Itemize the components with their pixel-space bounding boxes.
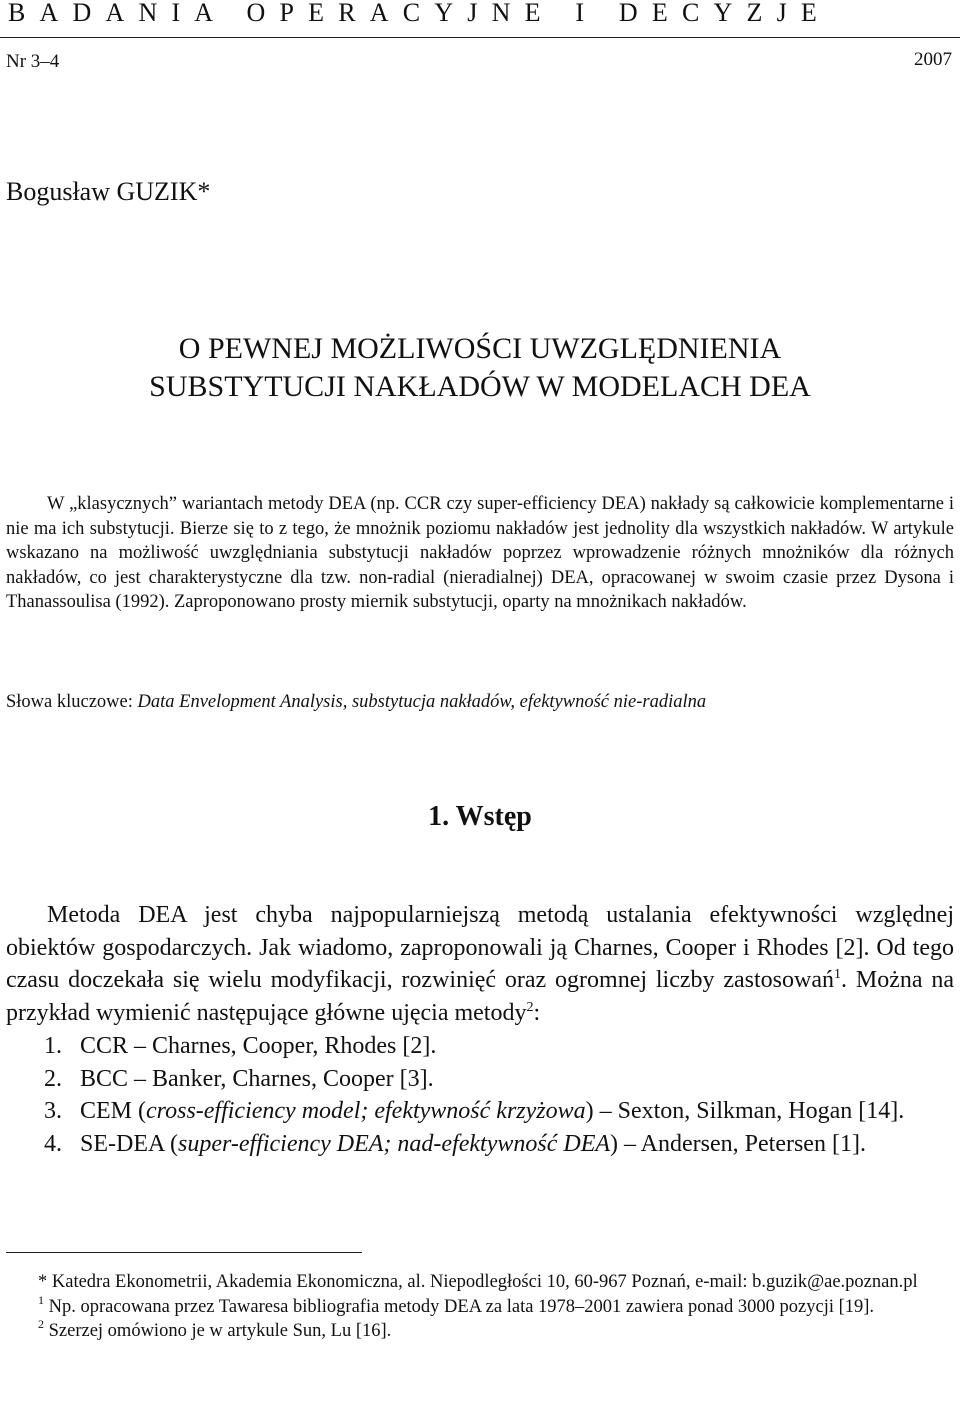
keywords [6,690,954,714]
footnotes [6,1270,954,1344]
header-rule [0,37,960,38]
list-text-pre: SE-DEA ( [80,1130,178,1157]
list-text-post: ) – Sexton, Silkman, Hogan [14]. [585,1098,905,1124]
abstract: W „klasycznych” wariantach metody DEA (np. CCR czy super-efficiency DEA) nakłady są całkowicie komplementarne i nie ma ich substytucji. Bierze się to z tego, że mnożnik poziomu nakładów jest jednolity dla wszystkich nakładów. W artykule wskazano na możliwość uwzględniania substytucji nakładów poprzez wprowadzenie różnych mnożników dla różnych nakładów, co jest charakterystyczne dla tzw. non-radial (nieradialnej) DEA, opracowanej w swoim czasie przez Dysona i Thanassoulisa (1992). Zaproponowano prosty miernik substytucji, oparty na mnożnikach nakładów. [6,494,954,612]
footnote-ref-1: 1 [834,967,841,982]
keywords-label: Słowa kluczowe: [6,692,133,712]
intro-text-3: : [533,999,541,1026]
publication-year: 2007 [914,49,952,70]
intro-text-2: . Można na przykład wymienić następujące główne ujęcia metody [6,967,954,1026]
list-number: 1. [44,1033,62,1059]
intro-text-1: Metoda DEA jest chyba najpopularniejszą metodą ustalania efektywności względnej obiektów gospodarczych. Jak wiadomo, zaproponowali ją Charnes, Cooper i Rhodes [2]. Od tego czasu doczekała się wielu modyfikacji, rozwinięć oraz ogromnej liczby zastosowań [6,902,954,993]
author-name: Bogusław GUZIK* [6,177,211,206]
list-text-italic: super-efficiency DEA; nad-efektywność DEA [178,1130,611,1157]
section-heading: 1. Wstęp [428,801,532,832]
footnote-mark-2: 2 [38,1317,44,1331]
list-item [6,1063,954,1096]
footnote-mark-1: 1 [38,1292,44,1307]
footnote-ref-2: 2 [526,999,534,1015]
list-number: 2. [44,1065,62,1092]
footnote-affiliation: * Katedra Ekonometrii, Akademia Ekonomiczna, al. Niepodległości 10, 60-967 Poznań, e-mail: b.guzik@ae.poznan.pl [38,1272,918,1292]
footnote-2 [6,1319,954,1344]
list-text-pre: CEM ( [80,1098,146,1124]
intro-paragraph [6,899,954,1029]
list-number: 4. [44,1130,62,1157]
footnote-1 [6,1292,954,1320]
keywords-terms: Data Envelopment Analysis, substytucja nakładów, efektywność nie-radialna [137,692,707,712]
list-number: 3. [44,1098,62,1124]
list-text: BCC – Banker, Charnes, Cooper [3]. [80,1065,434,1092]
list-text: CCR – Charnes, Cooper, Rhodes [2]. [80,1033,437,1059]
list-item [6,1030,954,1063]
footnote-2-text: Szerzej omówiono je w artykule Sun, Lu [16]. [44,1321,392,1341]
methods-list [6,1030,954,1160]
footnote-rule [6,1252,362,1253]
journal-name: BADANIA OPERACYJNE I DECYZJE [8,0,831,27]
article-title [0,330,960,406]
title-line-1: O PEWNEJ MOŻLIWOŚCI UWZGLĘDNIENIA [178,332,782,365]
list-text-italic: cross-efficiency model; efektywność krzyżowa [146,1098,586,1124]
list-text-post: ) – Andersen, Petersen [1]. [610,1130,866,1157]
list-item [6,1128,954,1161]
footnote-1-text: Np. opracowana przez Tawaresa bibliografia metody DEA za lata 1978–2001 zawiera ponad 3000 pozycji [19]. [44,1296,875,1317]
title-line-2: SUBSTYTUCJI NAKŁADÓW W MODELACH DEA [149,370,811,403]
list-item [6,1095,954,1128]
issue-number: Nr 3–4 [6,51,60,72]
